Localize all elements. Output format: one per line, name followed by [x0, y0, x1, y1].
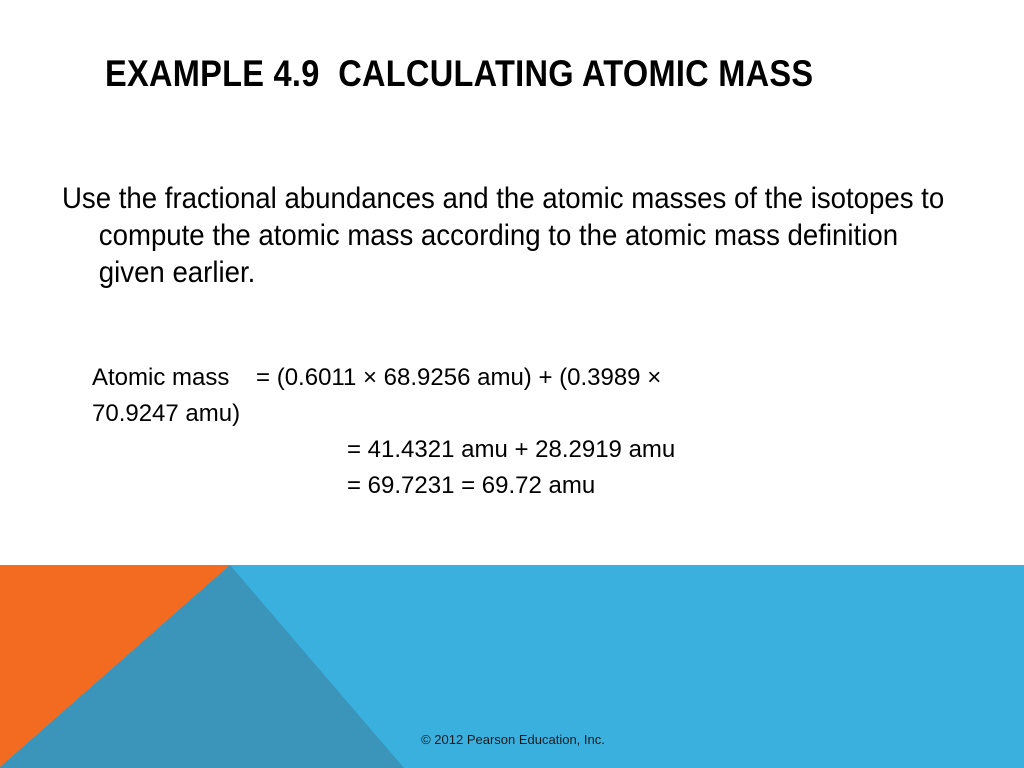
calculation-line-2: 70.9247 amu): [92, 400, 241, 427]
instruction-text: Use the fractional abundances and the atomic masses of the isotopes to compute the atomic mass according to the atomic mass definition given earlier.: [62, 182, 945, 289]
copyright-notice: [0, 732, 1024, 748]
calculation-line-3: = 41.4321 amu + 28.2919 amu: [347, 436, 676, 463]
calculation-line-4: = 69.7231 = 69.72 amu: [347, 472, 596, 499]
copyright-text: © 2012 Pearson Education, Inc.: [421, 732, 605, 747]
slide-title: EXAMPLE 4.9 CALCULATING ATOMIC MASS: [105, 53, 814, 94]
calculation-line-1: Atomic mass = (0.6011 × 68.9256 amu) + (0.3989 ×: [92, 364, 662, 391]
calculation-block: [92, 360, 912, 504]
